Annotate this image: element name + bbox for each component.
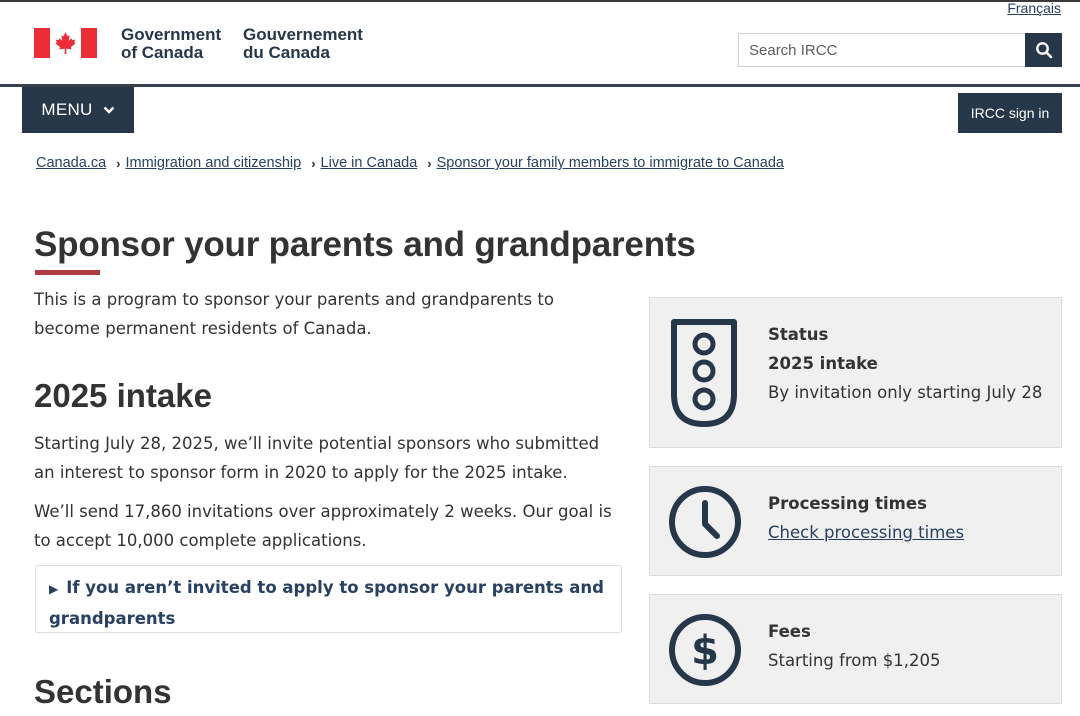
processing-text [768,489,964,547]
intake-heading: 2025 intake [34,377,212,414]
search-icon [1035,41,1053,59]
government-of-canada-wordmark-fr [243,26,363,62]
header-divider [0,84,1080,87]
fees-value: Starting from $1,205 [768,651,941,670]
breadcrumb-immigration-citizenship[interactable]: Immigration and citizenship [125,155,302,171]
breadcrumb-chevron-icon: › [116,155,121,171]
language-toggle-link[interactable]: Français [1007,0,1061,16]
wordmark-fr-line2: du Canada [243,43,330,62]
sections-heading: Sections [34,673,172,710]
government-of-canada-wordmark-en [121,26,221,62]
wordmark-en-line2: of Canada [121,43,204,62]
status-subtitle: 2025 intake [768,354,878,373]
fees-text [768,617,940,675]
title-underline [35,270,100,275]
processing-times-panel [649,466,1062,576]
not-invited-details[interactable] [35,565,622,633]
page-title: Sponsor your parents and grandparents [34,225,696,264]
breadcrumb-sponsor-family[interactable]: Sponsor your family members to immigrate to Canada [436,155,784,171]
fees-label: Fees [768,622,811,641]
wordmark-en-line1: Government [121,25,222,44]
status-panel [649,297,1062,448]
menu-button[interactable] [22,87,134,133]
status-value: By invitation only starting July 28 [768,383,1043,402]
breadcrumb-canada-ca[interactable]: Canada.ca [36,155,107,171]
intake-paragraph-1: Starting July 28, 2025, we’ll invite potential sponsors who submitted an interest to sponsor form in 2020 to apply for the 2025 intake. [34,434,600,482]
expand-triangle-icon: ▶ [49,582,59,596]
ircc-sign-in-button[interactable]: IRCC sign in [958,93,1062,133]
details-summary-text: If you aren’t invited to apply to sponsor your parents and grandparents [49,578,604,628]
chevron-down-icon [103,106,115,114]
details-summary[interactable] [49,573,609,633]
canada-flag-icon [34,28,97,58]
breadcrumb-chevron-icon: › [427,155,432,171]
breadcrumb [36,155,784,171]
svg-text:$: $ [691,628,719,674]
dollar-icon [666,611,744,689]
intro-paragraph: This is a program to sponsor your parents and grandparents to become permanent residents of Canada. [34,290,554,338]
wordmark-fr-line1: Gouvernement [243,25,363,44]
processing-label: Processing times [768,494,927,513]
status-label: Status [768,325,829,344]
check-processing-times-link[interactable]: Check processing times [768,523,965,542]
search-input[interactable] [738,33,1025,67]
search-button[interactable] [1025,33,1062,67]
breadcrumb-live-in-canada[interactable]: Live in Canada [320,155,418,171]
fees-panel [649,594,1062,704]
clock-icon [666,483,744,561]
status-text [768,320,1042,407]
menu-label: MENU [41,100,93,119]
breadcrumb-chevron-icon: › [311,155,316,171]
intake-paragraph-2: We’ll send 17,860 invitations over approximately 2 weeks. Our goal is to accept 10,000 complete applications. [34,502,612,550]
traffic-light-icon [666,316,742,430]
top-border [0,0,1080,2]
